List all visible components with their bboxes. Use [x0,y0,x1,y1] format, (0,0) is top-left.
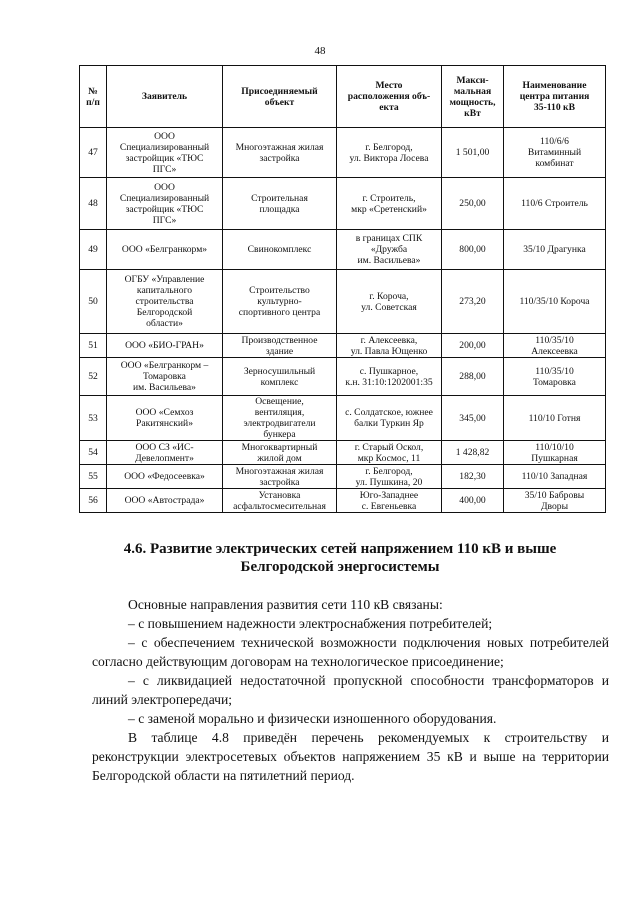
cell-location-line: ул. Пушкина, 20 [355,476,423,488]
cell-object [223,334,337,358]
cell-object-line: электродвигатели [243,418,316,429]
cell-center-line: 35/10 Бабровы [524,489,585,501]
section-heading-line2: Белгородской энергосистемы [240,559,440,575]
cell-applicant [107,178,223,230]
cell-object-line: Свинокомплекс [247,244,312,255]
cell-power: 1 428,82 [442,441,504,465]
col-applicant-header [107,66,223,128]
paragraph: Основные направления развития сети 110 кВ связаны: [128,597,443,612]
cell-center-line: Томаровка [533,376,576,388]
cell-center-line: Дворы [540,500,569,512]
cell-center-line: Пушкарная [531,452,578,464]
cell-location [337,465,442,489]
table-row [80,358,606,396]
cell-object-line: Многоэтажная жилая [235,141,324,153]
col-object-header-line: объект [264,96,295,108]
cell-applicant-line: ООО [154,181,175,193]
cell-location-line: г. Алексеевка, [360,334,418,346]
cell-center [504,489,606,513]
cell-location-line: с. Солдатское, южнее [345,407,433,418]
cell-location [337,441,442,465]
cell-center-line: 35/10 Драгунка [523,244,586,255]
paragraph: – с обеспечением технической возможности подключения новых потребителей согласно действующим договорам на технологическое присоединение; [92,635,609,669]
cell-center [504,230,606,270]
col-power-header-line: кВт [464,107,481,119]
cell-power: 200,00 [442,334,504,358]
paragraph: – с заменой морально и физически изношенного оборудования. [128,711,497,726]
cell-location [337,334,442,358]
col-center-header-line: центра питания [519,91,590,102]
cell-applicant [107,465,223,489]
cell-center-line: Витаминный [527,147,582,158]
section-heading-line1: 4.6. Развитие электрических сетей напряжением 110 кВ и выше [123,541,557,557]
cell-object-line: культурно- [257,296,302,307]
cell-location-line: с. Евгеньевка [361,500,417,512]
cell-applicant-line: ООО «Семхоз [135,407,194,418]
cell-applicant [107,358,223,396]
col-center-header-line: Наименование [522,80,587,91]
cell-location [337,396,442,441]
cell-object-line: асфальтосмесительная [233,500,326,512]
cell-location-line: г. Старый Оскол, [354,441,424,453]
table-row [80,230,606,270]
cell-num: 53 [80,396,107,441]
cell-location-line: г. Белгород, [365,141,413,153]
cell-location-line: «Дружба [370,244,408,255]
cell-applicant-line: ПГС» [152,214,177,226]
col-power-header [442,66,504,128]
col-location-header [337,66,442,128]
cell-location-line: балки Туркин Яр [354,418,424,429]
table-row [80,128,606,178]
cell-power: 288,00 [442,358,504,396]
cell-applicant [107,230,223,270]
cell-num: 56 [80,489,107,513]
paragraph: – с ликвидацией недостаточной пропускной способности трансформаторов и линий электропередачи; [92,673,609,707]
table-header-row [80,66,606,128]
col-location-header-line: Место [375,80,403,91]
cell-center [504,441,606,465]
cell-object-line: Строительство [249,285,310,296]
cell-center-line: 110/6/6 [540,136,569,147]
cell-location-line: к.н. 31:10:1202001:35 [345,376,433,388]
cell-num: 54 [80,441,107,465]
cell-object [223,489,337,513]
cell-center-line: Алексеевка [531,345,578,357]
cell-power: 1 501,00 [442,128,504,178]
table-row [80,489,606,513]
cell-object-line: Освещение, [255,396,304,407]
cell-power: 345,00 [442,396,504,441]
cell-object-line: бункера [263,429,296,440]
cell-num: 47 [80,128,107,178]
col-object-header-line: Присоединяемый [241,85,318,97]
cell-applicant-line: ООО «Белгранкорм – [120,360,209,371]
cell-center-line: 110/6 Строитель [521,198,588,209]
table-row [80,270,606,334]
cell-center [504,396,606,441]
cell-center-line: 110/10 Готня [528,412,581,424]
col-num-header [80,66,107,128]
cell-center-line: 110/35/10 [535,334,574,346]
cell-location-line: ул. Советская [361,301,417,313]
cell-applicant-line: ООО «Федосеевка» [124,471,205,482]
cell-applicant-line: ООО «Белгранкорм» [121,244,208,255]
cell-applicant-line: Белгородской [136,307,193,318]
cell-object [223,128,337,178]
cell-location [337,489,442,513]
cell-applicant-line: Специализированный [119,192,210,204]
paragraph: В таблице 4.8 приведён перечень рекомендуемых к строительству и реконструкции электросетевых объектов напряжением 35 кВ и выше на территории Белгородской области на пятилетний период. [92,730,609,783]
cell-applicant-line: Специализированный [119,141,210,153]
col-num-header-line: п/п [86,96,100,108]
cell-location-line: г. Строитель, [362,192,416,204]
cell-object-line: Многоквартирный [241,441,318,453]
page-number: 48 [314,45,326,57]
cell-applicant-line: ООО [154,130,175,142]
cell-object-line: Многоэтажная жилая [235,465,324,477]
cell-location-line: г. Белгород, [365,465,413,477]
cell-num: 52 [80,358,107,396]
cell-applicant-line: области» [146,318,183,329]
cell-center-line: комбинат [535,158,574,169]
cell-object [223,358,337,396]
cell-center-line: 110/35/10 Короча [519,296,590,307]
cell-applicant [107,270,223,334]
cell-location-line: г. Короча, [369,290,409,302]
cell-object-line: Производственное [241,334,318,346]
cell-center-line: 110/10 Западная [521,471,588,482]
cell-applicant-line: Томаровка [143,371,186,382]
cell-location-line: ул. Павла Ющенко [350,345,428,357]
cell-location [337,230,442,270]
cell-applicant-line: ПГС» [152,163,177,175]
cell-num: 50 [80,270,107,334]
cell-object [223,230,337,270]
cell-power: 250,00 [442,178,504,230]
cell-num: 55 [80,465,107,489]
col-center-header-line: 35-110 кВ [534,102,575,113]
table-row [80,334,606,358]
cell-center [504,465,606,489]
cell-object [223,465,337,489]
cell-center-line: 110/35/10 [535,365,574,377]
paragraph: – с повышением надежности электроснабжения потребителей; [128,616,493,631]
section-heading [90,540,590,576]
cell-object-line: спортивного центра [238,307,321,318]
cell-applicant-line: застройщик «ТЮС [125,203,204,215]
cell-center-line: 110/10/10 [535,441,574,453]
cell-location-line: мкр Космос, 11 [357,452,421,464]
col-location-header-line: екта [379,102,399,113]
cell-location [337,178,442,230]
cell-object-line: площадка [259,203,300,215]
cell-applicant-line: ОГБУ «Управление [124,274,205,285]
section-body [92,595,609,785]
table-row [80,441,606,465]
cell-applicant-line: застройщик «ТЮС [125,152,204,164]
cell-center [504,334,606,358]
cell-location-line: мкр «Сретенский» [351,203,427,215]
cell-object [223,441,337,465]
cell-power: 400,00 [442,489,504,513]
cell-location-line: Юго-Западнее [359,489,419,501]
cell-location-line: с. Пушкарное, [359,365,419,377]
cell-applicant-line: капитального [136,285,193,296]
cell-applicant-line: строительства [135,296,194,307]
cell-object [223,270,337,334]
cell-center [504,128,606,178]
col-center-header [504,66,606,128]
cell-object-line: комплекс [260,376,299,388]
cell-applicant-line: ООО СЗ «ИС- [135,441,194,453]
col-power-header-line: мальная [453,85,492,97]
cell-power: 273,20 [442,270,504,334]
cell-num: 48 [80,178,107,230]
cell-object-line: застройка [259,152,300,164]
cell-applicant [107,396,223,441]
cell-applicant-line: Девелопмент» [135,452,194,464]
applications-table [79,65,606,513]
col-location-header-line: расположения объ- [347,91,431,102]
cell-object-line: Установка [258,489,301,501]
cell-power: 182,30 [442,465,504,489]
cell-location-line: ул. Виктора Лосева [349,152,429,164]
cell-object-line: жилой дом [257,452,302,464]
cell-applicant-line: ООО «БИО-ГРАН» [125,340,204,351]
cell-object-line: Строительная [251,192,308,204]
cell-center [504,270,606,334]
col-power-header-line: Макси- [456,74,489,86]
cell-applicant [107,441,223,465]
cell-object-line: здание [265,345,294,357]
cell-num: 49 [80,230,107,270]
col-applicant-header-line: Заявитель [141,91,188,102]
cell-location-line: в границах СПК [355,233,423,244]
cell-object-line: вентиляция, [254,407,305,418]
cell-applicant-line: ООО «Автострада» [124,495,205,506]
cell-applicant-line: им. Васильева» [133,382,196,393]
cell-object [223,396,337,441]
cell-location-line: им. Васильева» [357,255,421,266]
col-object-header [223,66,337,128]
cell-applicant [107,334,223,358]
cell-location [337,358,442,396]
cell-power: 800,00 [442,230,504,270]
cell-object [223,178,337,230]
table-row [80,178,606,230]
table-row [80,396,606,441]
cell-center [504,178,606,230]
cell-center [504,358,606,396]
col-num-header-line: № [88,85,98,97]
table-row [80,465,606,489]
cell-object-line: Зерносушильный [243,365,316,377]
col-power-header-line: мощность, [449,96,496,108]
cell-applicant-line: Ракитянский» [136,418,193,429]
cell-applicant [107,128,223,178]
cell-object-line: застройка [259,476,300,488]
cell-applicant [107,489,223,513]
cell-location [337,128,442,178]
cell-num: 51 [80,334,107,358]
cell-location [337,270,442,334]
